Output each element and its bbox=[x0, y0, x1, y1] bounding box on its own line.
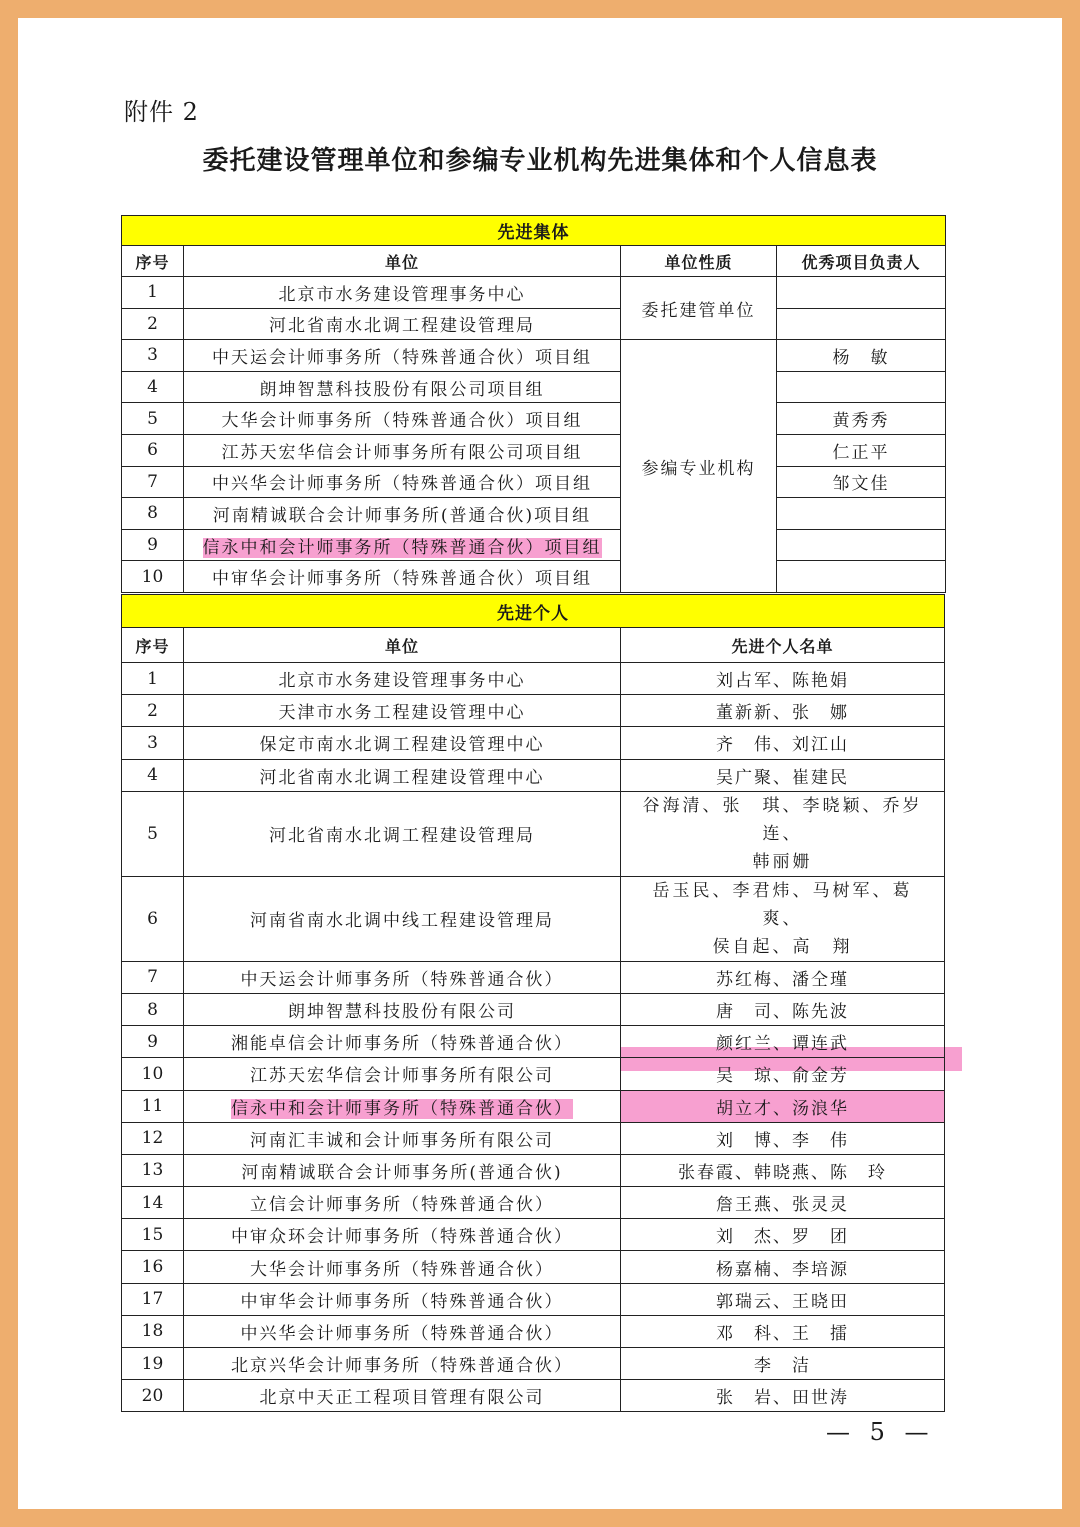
row-seq: 5 bbox=[122, 791, 184, 876]
row-seq: 7 bbox=[122, 466, 184, 498]
names-line-1: 岳玉民、李君炜、马树军、葛 爽、 bbox=[652, 880, 933, 929]
row-leader bbox=[777, 308, 946, 340]
row-unit: 北京兴华会计师事务所（特殊普通合伙） bbox=[184, 1348, 621, 1380]
row-unit: 中审华会计师事务所（特殊普通合伙）项目组 bbox=[184, 561, 621, 593]
row-seq: 10 bbox=[122, 1058, 184, 1090]
row-seq: 17 bbox=[122, 1283, 184, 1315]
table-row bbox=[122, 663, 945, 695]
table-row bbox=[122, 1122, 945, 1154]
table-row bbox=[122, 1154, 945, 1186]
individual-section-title: 先进个人 bbox=[122, 595, 945, 628]
row-seq: 13 bbox=[122, 1154, 184, 1186]
row-unit: 湘能卓信会计师事务所（特殊普通合伙） bbox=[184, 1026, 621, 1058]
row-unit: 朗坤智慧科技股份有限公司项目组 bbox=[184, 371, 621, 403]
row-seq: 4 bbox=[122, 371, 184, 403]
row-seq: 10 bbox=[122, 561, 184, 593]
row-unit: 江苏天宏华信会计师事务所有限公司项目组 bbox=[184, 434, 621, 466]
table-row bbox=[122, 1315, 945, 1347]
names-line-2: 韩丽姗 bbox=[752, 851, 813, 872]
row-names: 刘占军、陈艳娟 bbox=[621, 663, 945, 695]
row-unit: 江苏天宏华信会计师事务所有限公司 bbox=[184, 1058, 621, 1090]
row-unit bbox=[184, 529, 621, 561]
row-seq: 9 bbox=[122, 1026, 184, 1058]
row-seq: 9 bbox=[122, 529, 184, 561]
row-names: 颜红兰、谭连武 bbox=[621, 1026, 945, 1058]
row-names: 李 洁 bbox=[621, 1348, 945, 1380]
table-row bbox=[122, 434, 946, 466]
document-title: 委托建设管理单位和参编专业机构先进集体和个人信息表 bbox=[202, 146, 878, 176]
table-row bbox=[122, 1251, 945, 1283]
table-row bbox=[122, 308, 946, 340]
row-unit: 中审华会计师事务所（特殊普通合伙） bbox=[184, 1283, 621, 1315]
row-unit: 朗坤智慧科技股份有限公司 bbox=[184, 993, 621, 1025]
row-seq: 2 bbox=[122, 308, 184, 340]
row-leader bbox=[777, 371, 946, 403]
table-row bbox=[122, 993, 945, 1025]
row-leader: 黄秀秀 bbox=[777, 403, 946, 435]
row-unit: 河北省南水北调工程建设管理局 bbox=[184, 791, 621, 876]
row-seq: 4 bbox=[122, 759, 184, 791]
row-unit: 大华会计师事务所（特殊普通合伙）项目组 bbox=[184, 403, 621, 435]
page-number: — 5 — bbox=[826, 1418, 935, 1446]
row-names: 刘 杰、罗 团 bbox=[621, 1219, 945, 1251]
row-seq: 8 bbox=[122, 498, 184, 530]
row-unit: 中天运会计师事务所（特殊普通合伙） bbox=[184, 961, 621, 993]
table-row bbox=[122, 1026, 945, 1058]
row-seq: 5 bbox=[122, 403, 184, 435]
row-leader: 杨 敏 bbox=[777, 340, 946, 372]
collective-section-title: 先进集体 bbox=[122, 216, 946, 246]
row-unit: 中兴华会计师事务所（特殊普通合伙）项目组 bbox=[184, 466, 621, 498]
row-seq: 14 bbox=[122, 1187, 184, 1219]
row-names: 杨嘉楠、李培源 bbox=[621, 1251, 945, 1283]
row-seq: 1 bbox=[122, 663, 184, 695]
row-unit: 河南汇丰诚和会计师事务所有限公司 bbox=[184, 1122, 621, 1154]
row-names bbox=[621, 791, 945, 876]
table-row bbox=[122, 277, 946, 309]
row-names: 吴广聚、崔建民 bbox=[621, 759, 945, 791]
table-row bbox=[122, 727, 945, 759]
row-unit: 立信会计师事务所（特殊普通合伙） bbox=[184, 1187, 621, 1219]
row-names: 苏红梅、潘仝瑾 bbox=[621, 961, 945, 993]
row-unit: 河南精诚联合会计师事务所(普通合伙)项目组 bbox=[184, 498, 621, 530]
table-row bbox=[122, 340, 946, 372]
table-row bbox=[122, 466, 946, 498]
table-row bbox=[122, 498, 946, 530]
row-seq: 11 bbox=[122, 1090, 184, 1122]
col-header-seq: 序号 bbox=[122, 628, 184, 663]
row-unit: 中天运会计师事务所（特殊普通合伙）项目组 bbox=[184, 340, 621, 372]
table-row bbox=[122, 876, 945, 961]
row-unit bbox=[184, 1090, 621, 1122]
table-row bbox=[122, 529, 946, 561]
col-header-unit: 单位 bbox=[184, 246, 621, 277]
row-leader bbox=[777, 498, 946, 530]
row-seq: 7 bbox=[122, 961, 184, 993]
row-seq: 16 bbox=[122, 1251, 184, 1283]
collective-table bbox=[121, 215, 946, 593]
row-unit: 北京市水务建设管理事务中心 bbox=[184, 663, 621, 695]
table-row bbox=[122, 1090, 945, 1122]
row-seq: 6 bbox=[122, 434, 184, 466]
row-unit: 中审众环会计师事务所（特殊普通合伙） bbox=[184, 1219, 621, 1251]
row-names bbox=[621, 876, 945, 961]
row-names: 邓 科、王 擂 bbox=[621, 1315, 945, 1347]
row-seq: 19 bbox=[122, 1348, 184, 1380]
row-nature: 参编专业机构 bbox=[621, 340, 777, 593]
row-unit: 河南精诚联合会计师事务所(普通合伙) bbox=[184, 1154, 621, 1186]
table-row bbox=[122, 1348, 945, 1380]
row-names: 胡立才、汤浪华 bbox=[621, 1090, 945, 1122]
table-row bbox=[122, 403, 946, 435]
table-row bbox=[122, 1283, 945, 1315]
highlighted-unit: 信永中和会计师事务所（特殊普通合伙） bbox=[231, 1098, 573, 1119]
row-seq: 18 bbox=[122, 1315, 184, 1347]
table-row bbox=[122, 1187, 945, 1219]
row-seq: 2 bbox=[122, 695, 184, 727]
attachment-label: 附件 2 bbox=[124, 98, 199, 126]
row-unit: 北京市水务建设管理事务中心 bbox=[184, 277, 621, 309]
row-leader bbox=[777, 277, 946, 309]
names-line-1: 谷海清、张 琪、李晓颖、乔岁连、 bbox=[642, 795, 923, 844]
row-leader bbox=[777, 529, 946, 561]
col-header-seq: 序号 bbox=[122, 246, 184, 277]
col-header-names: 先进个人名单 bbox=[621, 628, 945, 663]
table-row bbox=[122, 759, 945, 791]
table-row bbox=[122, 1058, 945, 1090]
row-seq: 3 bbox=[122, 727, 184, 759]
row-unit: 中兴华会计师事务所（特殊普通合伙） bbox=[184, 1315, 621, 1347]
row-unit: 河南省南水北调中线工程建设管理局 bbox=[184, 876, 621, 961]
row-unit: 天津市水务工程建设管理中心 bbox=[184, 695, 621, 727]
table-row bbox=[122, 371, 946, 403]
row-names: 詹王燕、张灵灵 bbox=[621, 1187, 945, 1219]
row-seq: 8 bbox=[122, 993, 184, 1025]
names-line-2: 侯自起、高 翔 bbox=[712, 936, 853, 957]
row-names: 刘 博、李 伟 bbox=[621, 1122, 945, 1154]
individual-table bbox=[121, 594, 945, 1412]
row-unit: 大华会计师事务所（特殊普通合伙） bbox=[184, 1251, 621, 1283]
row-names: 郭瑞云、王晓田 bbox=[621, 1283, 945, 1315]
highlighted-unit: 信永中和会计师事务所（特殊普通合伙）项目组 bbox=[202, 537, 602, 558]
row-leader: 邹文佳 bbox=[777, 466, 946, 498]
row-names: 董新新、张 娜 bbox=[621, 695, 945, 727]
row-leader bbox=[777, 561, 946, 593]
col-header-leader: 优秀项目负责人 bbox=[777, 246, 946, 277]
row-seq: 12 bbox=[122, 1122, 184, 1154]
row-names: 唐 司、陈先波 bbox=[621, 993, 945, 1025]
row-unit: 保定市南水北调工程建设管理中心 bbox=[184, 727, 621, 759]
table-row bbox=[122, 1219, 945, 1251]
row-names: 吴 琼、俞金芳 bbox=[621, 1058, 945, 1090]
row-names: 张春霞、韩晓燕、陈 玲 bbox=[621, 1154, 945, 1186]
col-header-nature: 单位性质 bbox=[621, 246, 777, 277]
row-seq: 20 bbox=[122, 1380, 184, 1412]
row-unit: 河北省南水北调工程建设管理中心 bbox=[184, 759, 621, 791]
row-seq: 15 bbox=[122, 1219, 184, 1251]
row-unit: 河北省南水北调工程建设管理局 bbox=[184, 308, 621, 340]
row-nature: 委托建管单位 bbox=[621, 277, 777, 340]
row-names: 张 岩、田世涛 bbox=[621, 1380, 945, 1412]
table-row bbox=[122, 791, 945, 876]
table-row bbox=[122, 695, 945, 727]
table-row bbox=[122, 961, 945, 993]
row-unit: 北京中天正工程项目管理有限公司 bbox=[184, 1380, 621, 1412]
row-seq: 6 bbox=[122, 876, 184, 961]
table-row bbox=[122, 1380, 945, 1412]
row-names: 齐 伟、刘江山 bbox=[621, 727, 945, 759]
row-seq: 3 bbox=[122, 340, 184, 372]
row-leader: 仁正平 bbox=[777, 434, 946, 466]
table-row bbox=[122, 561, 946, 593]
col-header-unit: 单位 bbox=[184, 628, 621, 663]
row-seq: 1 bbox=[122, 277, 184, 309]
